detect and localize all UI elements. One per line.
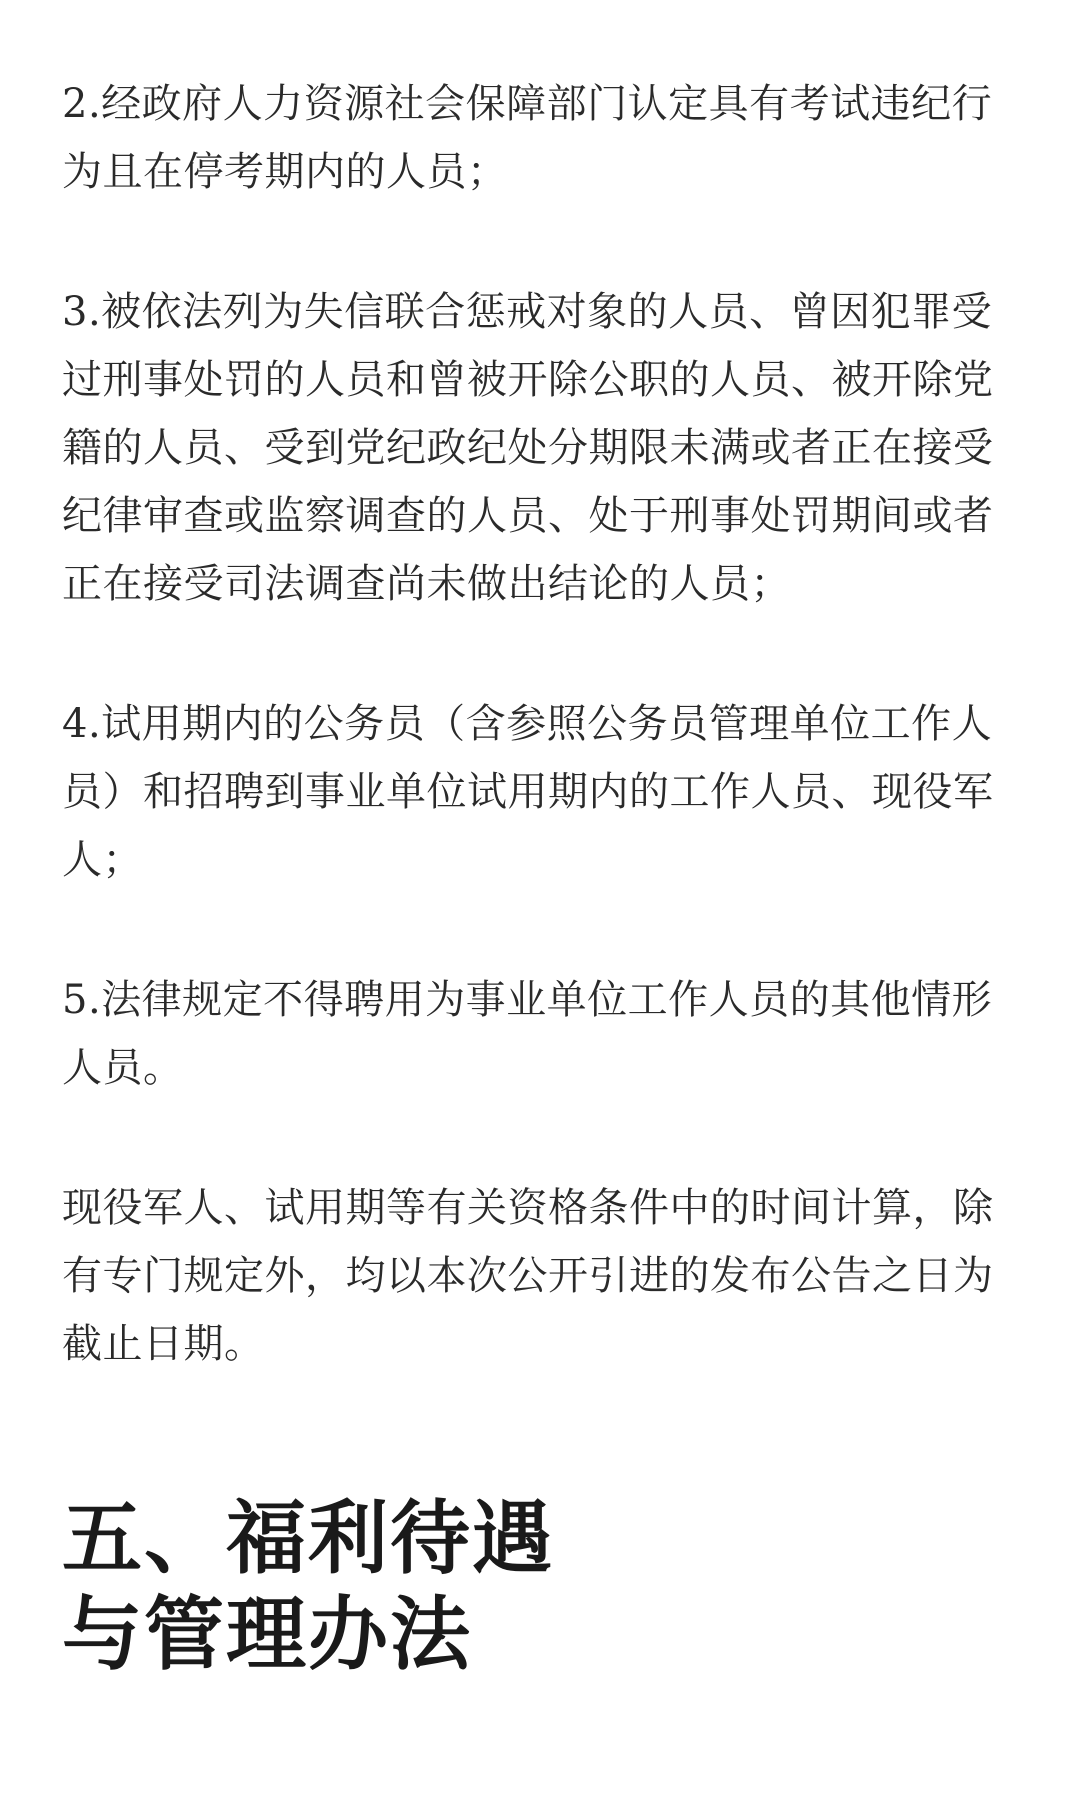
- paragraph-item-3: 3.被依法列为失信联合惩戒对象的人员、曾因犯罪受 过刑事处罚的人员和曾被开除公职的人员、被开除党 籍的人员、受到党纪政纪处分期限未满或者正在接受 纪律审查或监察调查的人员、处于刑事处罚期间或者 正在接受司法调查尚未做出结论的人员；: [62, 289, 994, 607]
- paragraph-time-calculation: 现役军人、试用期等有关资格条件中的时间计算，除 有专门规定外，均以本次公开引进的发布公告之日为 截止日期。: [62, 1185, 994, 1367]
- paragraph-item-5: 5.法律规定不得聘用为事业单位工作人员的其他情形 人员。: [62, 977, 993, 1091]
- paragraph-item-4: 4.试用期内的公务员（含参照公务员管理单位工作人 员）和招聘到事业单位试用期内的工作人员、现役军 人；: [62, 701, 994, 883]
- section-title-benefits: 五、福利待遇 与管理办法: [62, 1491, 554, 1681]
- paragraph-item-2: 2.经政府人力资源社会保障部门认定具有考试违纪行 为且在停考期内的人员；: [62, 81, 993, 195]
- article-body: [62, 70, 1022, 1682]
